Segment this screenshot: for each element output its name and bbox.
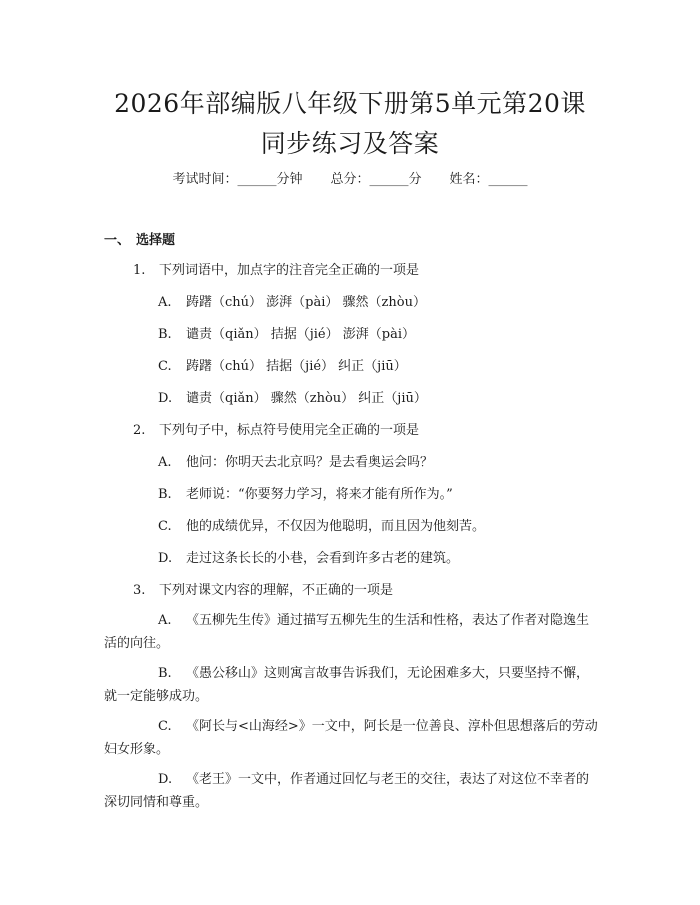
option-text: 《五柳先生传》通过描写五柳先生的生活和性格，表达了作者对隐逸生活的向往。: [104, 613, 590, 651]
option-text: 老师说：“你要努力学习，将来才能有所作为。”: [186, 487, 453, 502]
question-3-option-b: [104, 662, 599, 708]
option-text: 《愚公移山》这则寓言故事告诉我们，无论困难多大，只要坚持不懈，就一定能够成功。: [104, 666, 590, 704]
option-label: D.: [158, 772, 173, 787]
option-label: C.: [158, 519, 172, 534]
option-text: 踌躇（chú） 拮据（jié） 纠正（jiū）: [186, 359, 407, 374]
document-title-line-1: 2026年部编版八年级下册第5单元第20课: [114, 89, 586, 118]
question-3: [133, 582, 393, 600]
question-number: 3.: [133, 583, 146, 598]
option-label: B.: [158, 327, 172, 342]
question-2: [133, 422, 419, 440]
section-heading: [104, 232, 175, 250]
question-2-option-c: [158, 518, 485, 536]
question-number: 2.: [133, 423, 146, 438]
option-text: 谴责（qiǎn） 拮据（jié） 澎湃（pài）: [186, 327, 415, 342]
option-label: B.: [158, 487, 172, 502]
question-2-option-a: [158, 454, 433, 472]
question-3-option-c: [104, 715, 599, 761]
question-1-option-c: [158, 358, 407, 376]
option-text: 他问：你明天去北京吗？是去看奥运会吗？: [186, 455, 434, 470]
total-score-field: 总分：______分: [330, 172, 422, 187]
question-number: 1.: [133, 263, 146, 278]
question-1-option-b: [158, 326, 415, 344]
question-text: 下列对课文内容的理解，不正确的一项是: [159, 583, 394, 598]
option-text: 《老王》一文中，作者通过回忆与老王的交往，表达了对这位不幸者的深切同情和尊重。: [104, 772, 590, 810]
section-title: 选择题: [136, 233, 176, 248]
question-2-option-d: [158, 550, 459, 568]
question-2-option-b: [158, 486, 453, 504]
exam-time-field: 考试时间：______分钟: [172, 172, 303, 187]
question-text: 下列句子中，标点符号使用完全正确的一项是: [159, 423, 420, 438]
option-text: 《阿长与<山海经>》一文中，阿长是一位善良、淳朴但思想落后的劳动妇女形象。: [104, 719, 598, 757]
option-text: 走过这条长长的小巷，会看到许多古老的建筑。: [186, 551, 460, 566]
student-name-field: 姓名：______: [449, 172, 528, 187]
option-label: D.: [158, 551, 173, 566]
question-3-option-a: [104, 609, 599, 655]
option-text: 谴责（qiǎn） 骤然（zhòu） 纠正（jiū）: [186, 391, 427, 406]
option-label: B.: [158, 666, 172, 681]
option-label: C.: [158, 359, 172, 374]
option-text: 他的成绩优异，不仅因为他聪明，而且因为他刻苦。: [186, 519, 486, 534]
question-text: 下列词语中，加点字的注音完全正确的一项是: [159, 263, 420, 278]
question-3-option-d: [104, 768, 599, 814]
exam-info-line: [0, 170, 700, 190]
option-label: A.: [158, 455, 172, 470]
option-label: A.: [158, 613, 172, 628]
option-label: D.: [158, 391, 173, 406]
question-1: [133, 262, 419, 280]
option-label: A.: [158, 295, 172, 310]
option-label: C.: [158, 719, 172, 734]
option-text: 踌躇（chú） 澎湃（pài） 骤然（zhòu）: [186, 295, 426, 310]
document-title-line-2: 同步练习及答案: [260, 129, 440, 158]
section-number: 一、: [104, 233, 131, 248]
question-1-option-a: [158, 294, 426, 312]
question-1-option-d: [158, 390, 427, 408]
